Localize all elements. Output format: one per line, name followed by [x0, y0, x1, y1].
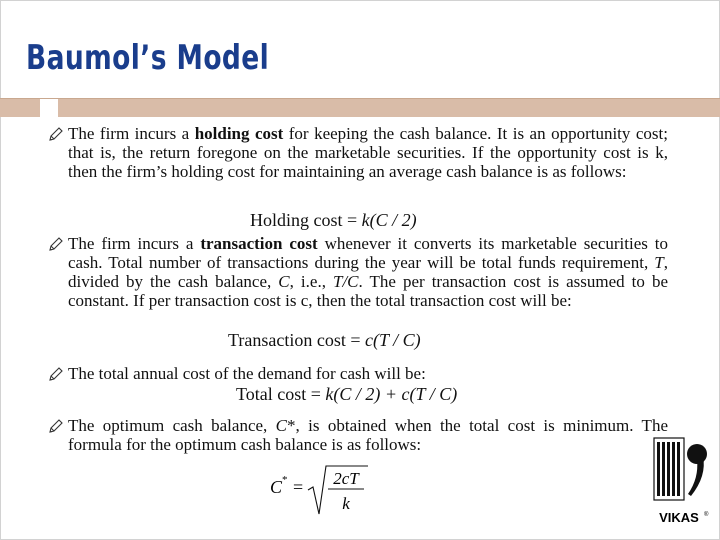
formula-total-cost: Total cost = k(C / 2) + c(T / C) — [236, 384, 458, 404]
term-holding-cost: holding cost — [194, 124, 284, 143]
logo-wordmark: VIKAS — [659, 510, 699, 525]
formula-eq: = — [293, 477, 304, 497]
formula-lhs: C — [270, 477, 283, 497]
formula-holding-cost: Holding cost = k(C / 2) — [250, 210, 417, 230]
formula-optimum-cash — [268, 460, 378, 520]
term-transaction-cost: transaction cost — [200, 234, 318, 253]
formula-denominator: k — [342, 494, 350, 513]
decorative-band-right — [58, 99, 720, 117]
bullet-holding-cost: The firm incurs a holding cost for keeping the cash balance. It is an opportunity cost; that is, the return foregone on the marketable securities. If the opportunity cost is k, then the firm’s holding cost for maintaining an average cash balance is as follows: — [68, 124, 668, 181]
formula-sup: * — [282, 474, 288, 486]
pen-bullet-icon — [48, 236, 64, 252]
slide-title: Baumol’s Model — [26, 38, 270, 78]
pen-bullet-icon — [48, 418, 64, 434]
bullet-transaction-cost: The firm incurs a transaction cost whenever it converts its marketable securities to cash. Total number of transactions during the year will be total funds requirement, T, divided by the cash balance, C, i.e., T/C. The per transaction cost is assumed to be constant. If per transaction cost is c, then the total transaction cost will be: — [68, 234, 668, 310]
logo-registered: ® — [704, 512, 709, 518]
pen-bullet-icon — [48, 126, 64, 142]
vikas-logo — [653, 436, 709, 530]
formula-numerator: 2cT — [333, 469, 359, 488]
bullet-optimum-cash: The optimum cash balance, C*, is obtained when the total cost is minimum. The formula for the optimum cash balance is as follows: — [68, 416, 668, 454]
decorative-band-left — [0, 99, 40, 117]
formula-transaction-cost: Transaction cost = c(T / C) — [228, 330, 421, 350]
pen-bullet-icon — [48, 366, 64, 382]
bullet-total-cost: The total annual cost of the demand for cash will be: — [68, 364, 426, 383]
